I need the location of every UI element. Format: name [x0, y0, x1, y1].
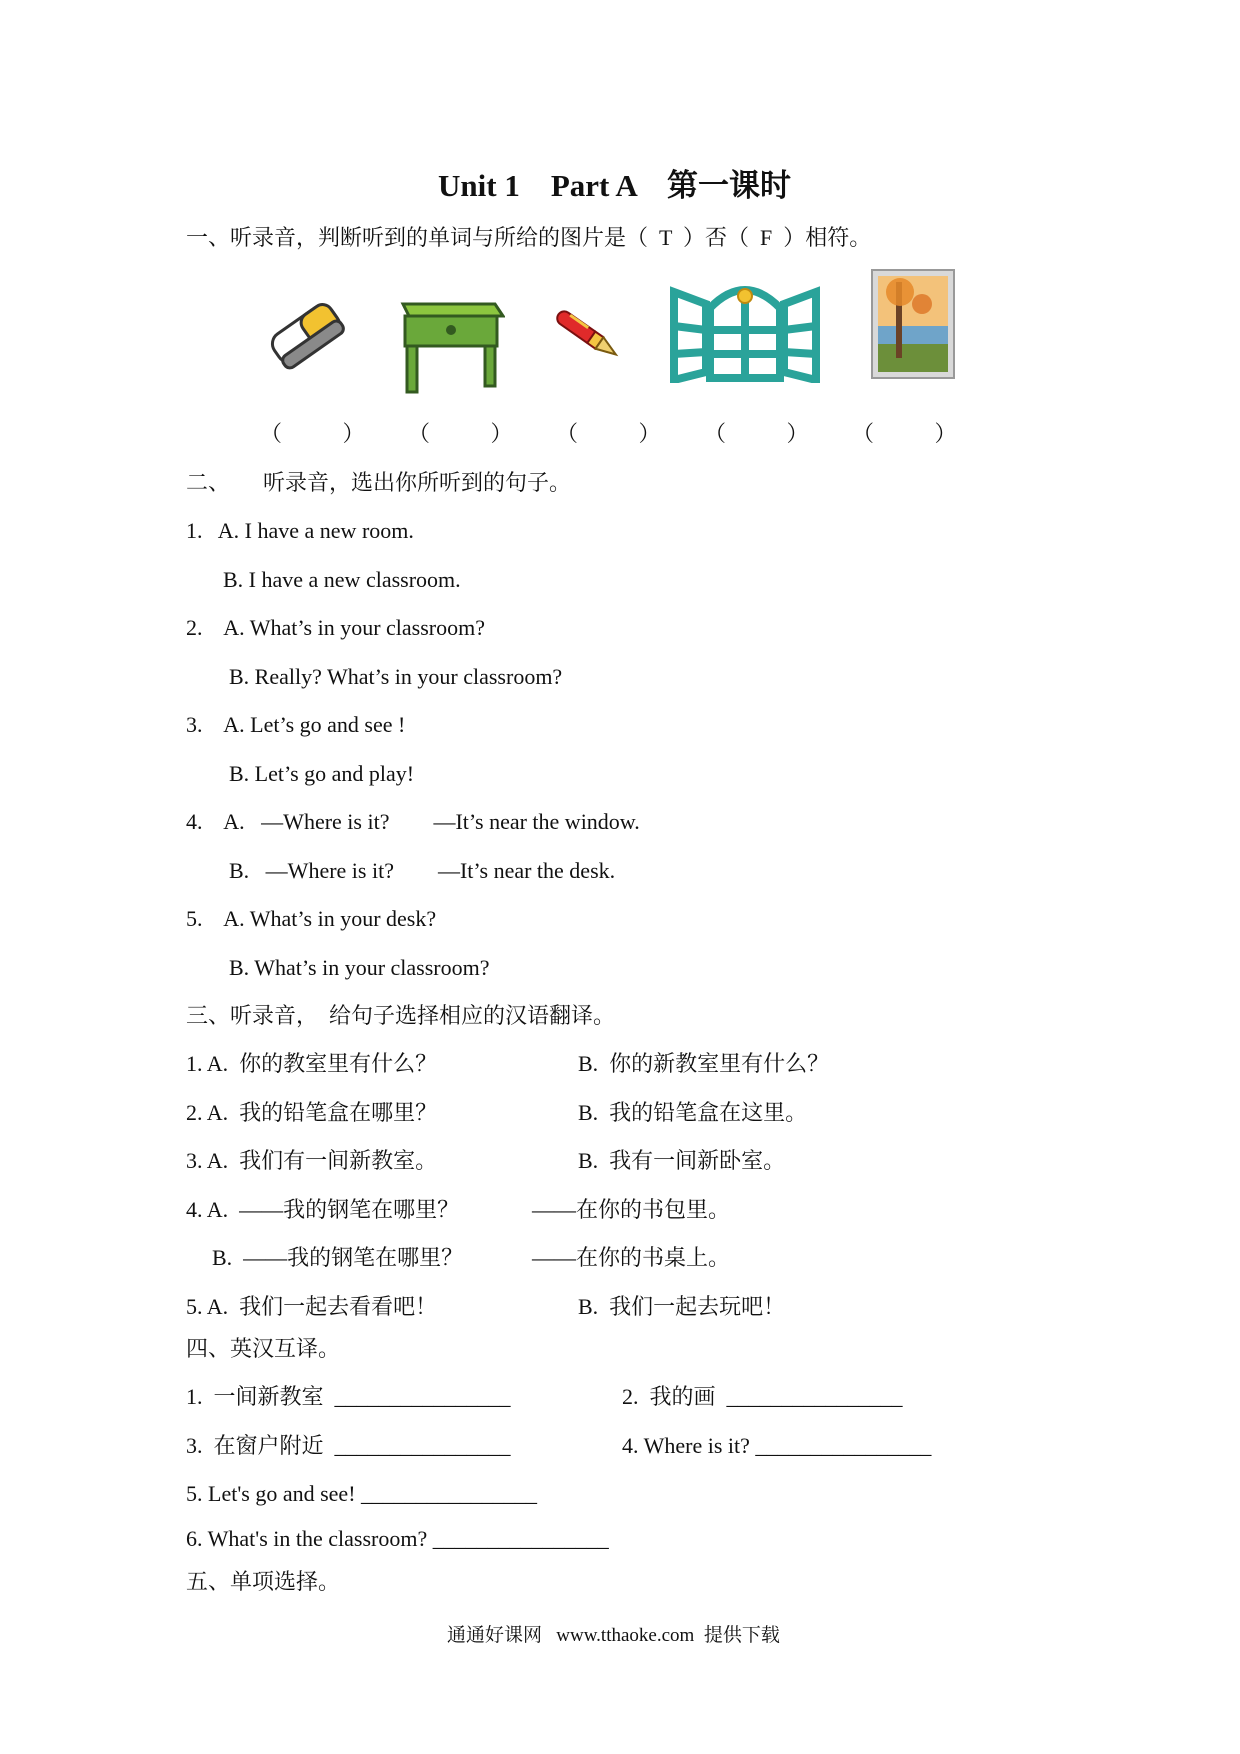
page-footer: 通通好课网 www.tthaoke.com 提供下载	[447, 1625, 780, 1646]
question-line: 4. A. —Where is it? —It’s near the window.	[186, 809, 640, 834]
question-line: 3. A. Let’s go and see !	[186, 712, 406, 737]
translation-option: 4. A. ——我的钢笔在哪里？	[186, 1197, 460, 1222]
section5-heading: 五、单项选择。	[186, 1569, 341, 1594]
section2-heading: 二、 听录音，选出你所听到的句子。	[186, 470, 572, 495]
question-line: B. Let’s go and play!	[229, 761, 415, 786]
question-line: 2. A. What’s in your classroom?	[186, 615, 485, 640]
translation-option: B. 我的铅笔盒在这里。	[578, 1100, 808, 1125]
question-line: 1. A. I have a new room.	[186, 518, 414, 543]
section4-heading: 四、英汉互译。	[186, 1336, 341, 1361]
answer-bracket[interactable]: （ ）	[556, 421, 661, 446]
section3-heading: 三、听录音， 给句子选择相应的汉语翻译。	[186, 1003, 616, 1028]
question-line: B. Really? What’s in your classroom?	[229, 664, 563, 689]
translation-option: ——在你的书桌上。	[532, 1245, 731, 1270]
translation-option: B. ——我的钢笔在哪里？	[212, 1245, 464, 1270]
translation-option: B. 我们一起去玩吧！	[578, 1294, 786, 1319]
translation-option: 2. A. 我的铅笔盒在哪里？	[186, 1100, 438, 1125]
section1-heading: 一、听录音，判断听到的单词与所给的图片是（ T ）否（ F ）相符。	[186, 225, 872, 250]
translation-item[interactable]: 2. 我的画 ________________	[622, 1384, 903, 1409]
translation-option: 1. A. 你的教室里有什么？	[186, 1051, 438, 1076]
question-line: 5. A. What’s in your desk?	[186, 906, 437, 931]
eraser-icon	[260, 288, 350, 378]
window-icon	[670, 268, 820, 383]
translation-item[interactable]: 6. What's in the classroom? ________________	[186, 1526, 609, 1551]
question-line: B. I have a new classroom.	[223, 567, 461, 592]
translation-option: B. 你的新教室里有什么？	[578, 1051, 830, 1076]
translation-item[interactable]: 3. 在窗户附近 ________________	[186, 1433, 511, 1458]
translation-item[interactable]: 5. Let's go and see! ________________	[186, 1481, 538, 1506]
translation-option: B. 我有一间新卧室。	[578, 1148, 786, 1173]
pen-icon	[548, 300, 628, 370]
translation-option: 5. A. 我们一起去看看吧！	[186, 1294, 438, 1319]
answer-bracket[interactable]: （ ）	[260, 421, 365, 446]
translation-option: 3. A. 我们有一间新教室。	[186, 1148, 438, 1173]
page-title: Unit 1 Part A 第一课时	[438, 168, 792, 203]
answer-bracket[interactable]: （ ）	[408, 421, 513, 446]
answer-bracket[interactable]: （ ）	[852, 421, 957, 446]
question-line: B. —Where is it? —It’s near the desk.	[229, 858, 616, 883]
answer-bracket[interactable]: （ ）	[704, 421, 809, 446]
desk-icon	[395, 286, 505, 396]
translation-item[interactable]: 1. 一间新教室 ________________	[186, 1384, 511, 1409]
picture-icon	[870, 268, 956, 380]
translation-item[interactable]: 4. Where is it? ________________	[622, 1433, 932, 1458]
question-line: B. What’s in your classroom?	[229, 955, 490, 980]
translation-option: ——在你的书包里。	[532, 1197, 731, 1222]
